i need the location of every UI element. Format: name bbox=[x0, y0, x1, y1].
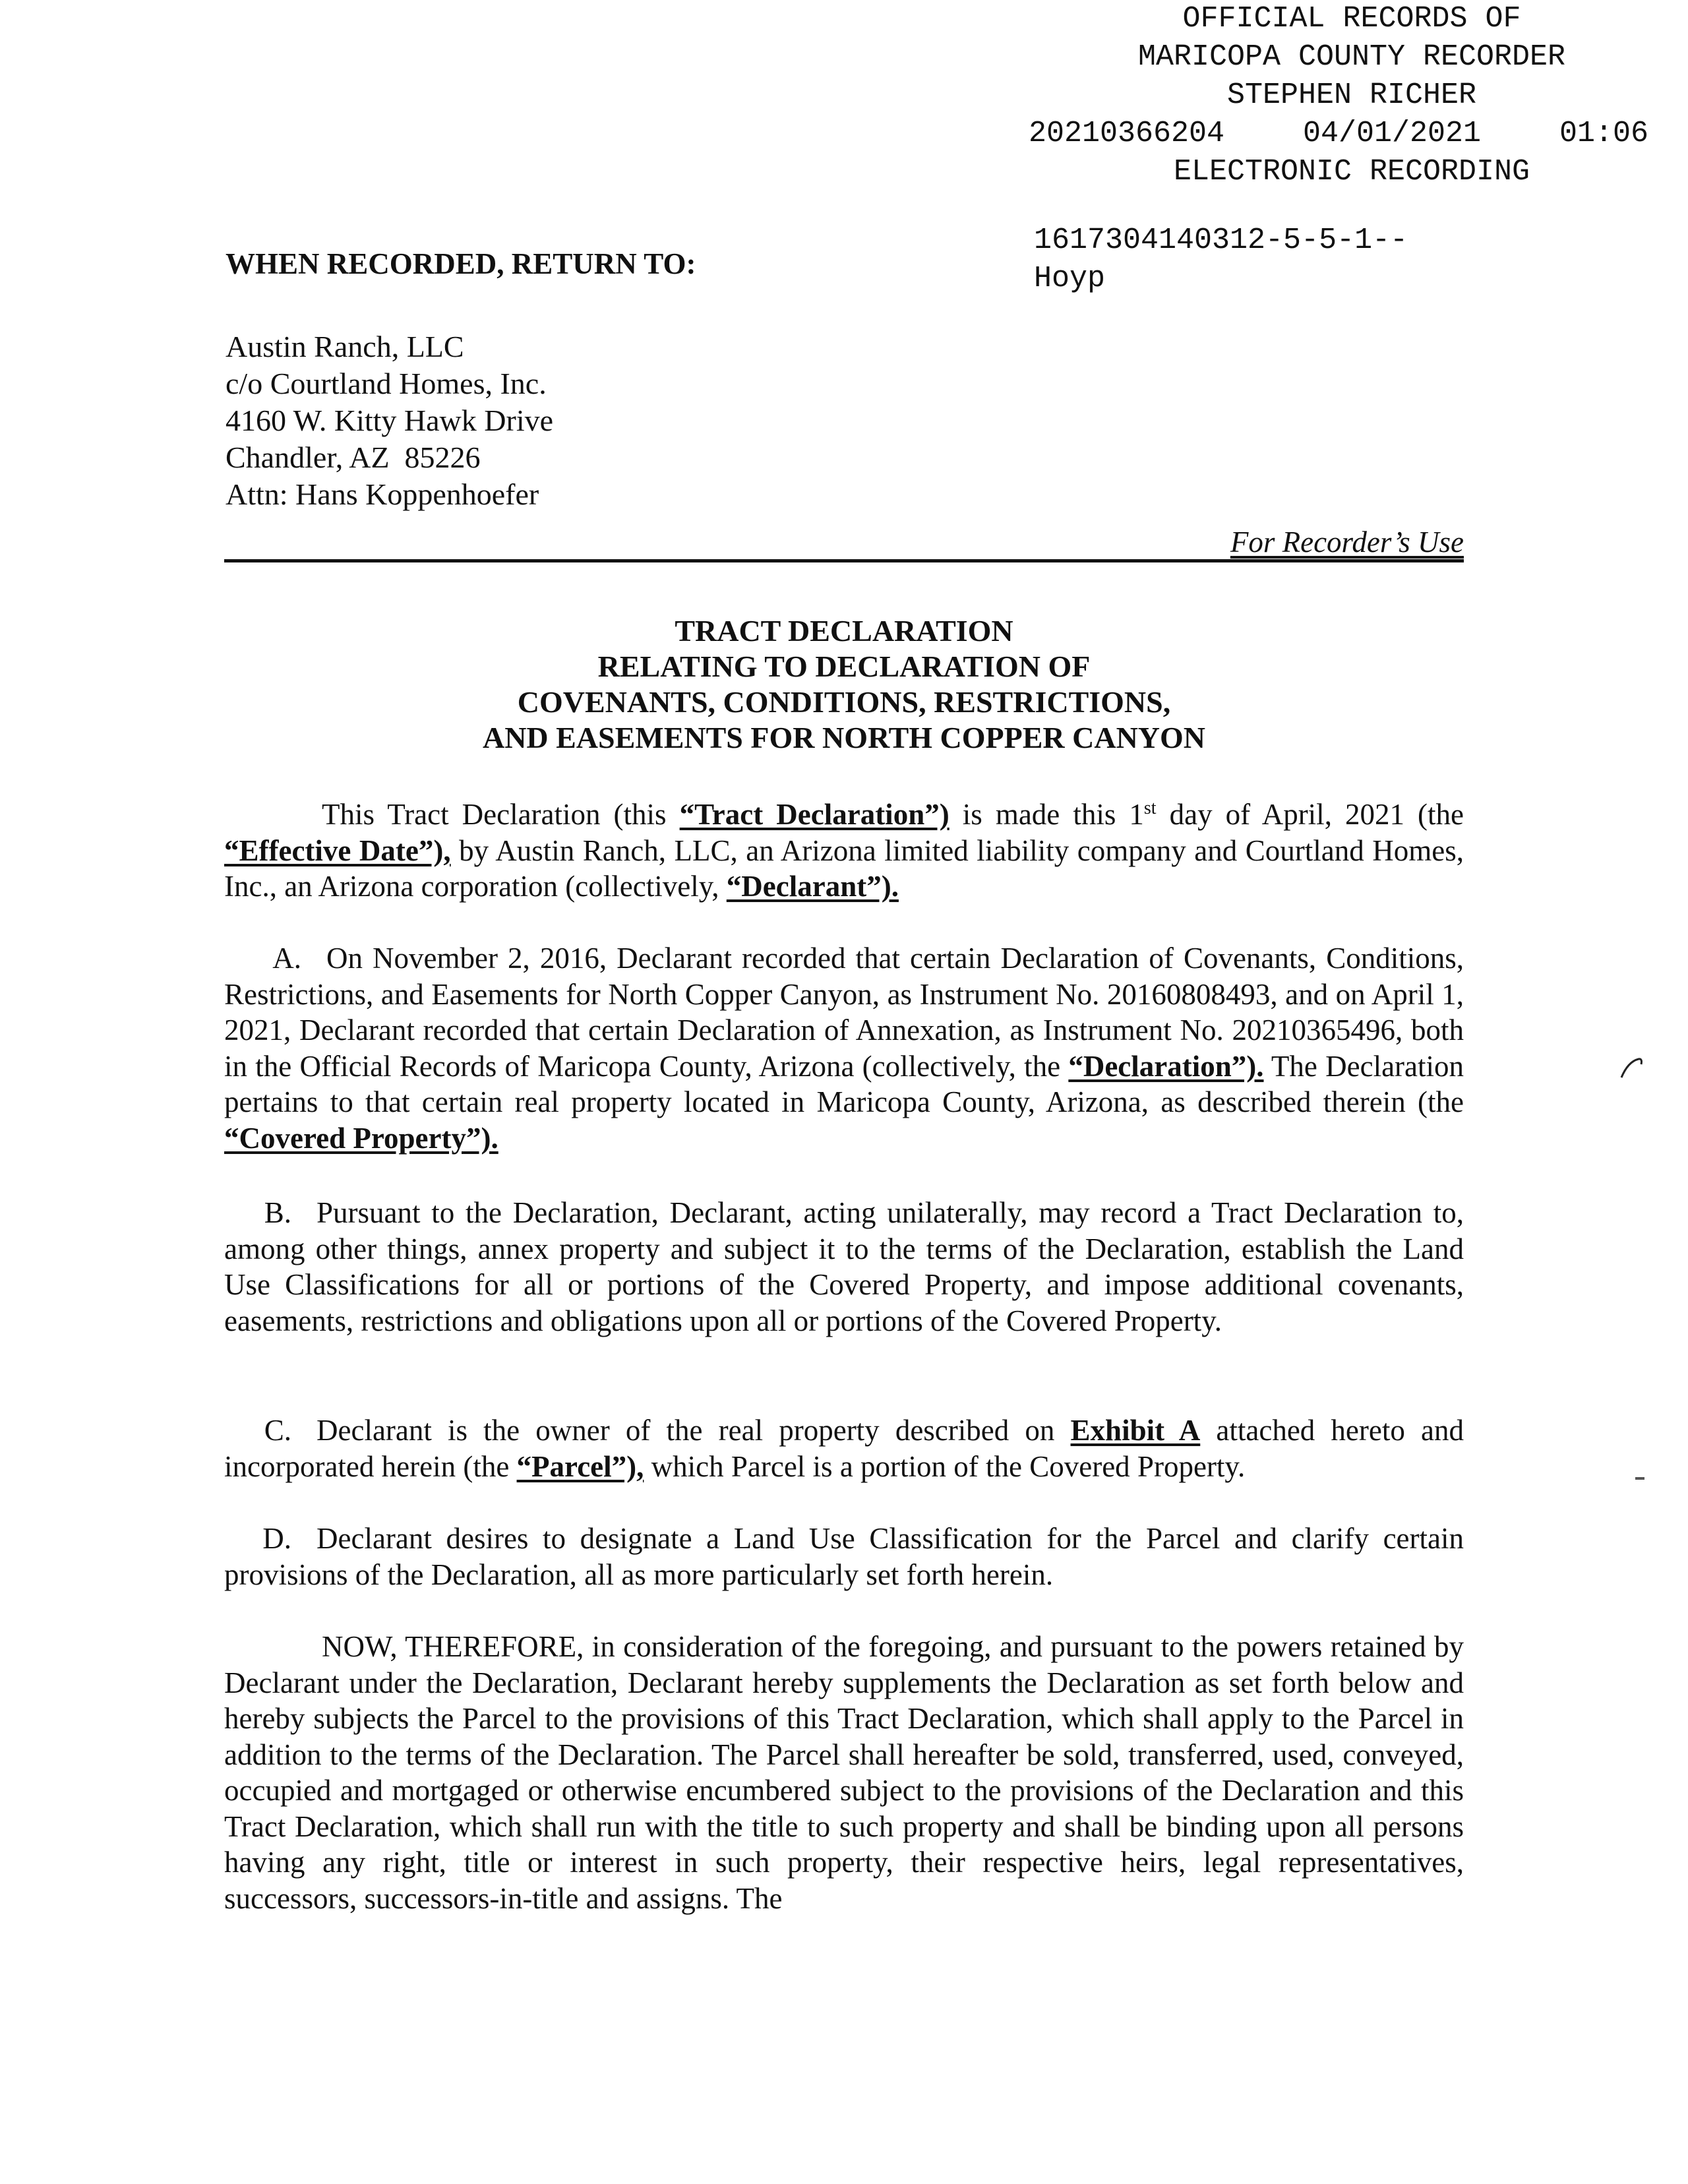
defined-term-parcel: “Parcel”), bbox=[516, 1449, 644, 1483]
title-line: AND EASEMENTS FOR NORTH COPPER CANYON bbox=[482, 721, 1206, 754]
recital-label: D. bbox=[262, 1522, 291, 1555]
address-line: 4160 W. Kitty Hawk Drive bbox=[226, 404, 554, 437]
recording-date: 04/01/2021 bbox=[1302, 117, 1482, 150]
recital-text: The Declaration pertains to that certain real property located in Maricopa County, Arizona, as described therein (the bbox=[224, 1049, 1464, 1118]
recital-label: B. bbox=[264, 1196, 291, 1229]
title-line: COVENANTS, CONDITIONS, RESTRICTIONS, bbox=[517, 685, 1171, 719]
scan-mark bbox=[1619, 1055, 1645, 1081]
intro-text: day of April, 2021 (the bbox=[1156, 798, 1464, 831]
document-title bbox=[224, 613, 1464, 756]
return-to-label: WHEN RECORDED, RETURN TO: bbox=[226, 247, 696, 280]
title-line: RELATING TO DECLARATION OF bbox=[597, 650, 1091, 683]
recital-text: Pursuant to the Declaration, Declarant, acting unilaterally, may record a Tract Declaration to, among other things, annex property and subject it to the terms of the Declaration, establish the Land Use Classifications for all or portions of the Covered Property, and impose additional covenants, easements, restrictions and obligations upon all or portions of the Covered Property. bbox=[224, 1196, 1464, 1337]
defined-term-covered-property: “Covered Property”). bbox=[224, 1121, 498, 1155]
intro-text: This Tract Declaration (this bbox=[322, 798, 680, 831]
address-line: Austin Ranch, LLC bbox=[226, 330, 464, 363]
return-address bbox=[226, 328, 553, 513]
recital-text: attached hereto and incorporated herein (the bbox=[224, 1414, 1464, 1483]
defined-term-declarant: “Declarant”). bbox=[726, 870, 899, 903]
recital-text: Declarant desires to designate a Land Use Classification for the Parcel and clarify certain provisions of the Declaration, all as more particularly set forth herein. bbox=[224, 1522, 1464, 1591]
address-line: c/o Courtland Homes, Inc. bbox=[226, 367, 547, 400]
stamp-operator: Hoyp bbox=[1034, 262, 1106, 295]
header-divider bbox=[224, 559, 1464, 562]
stamp-line-5: ELECTRONIC RECORDING bbox=[1173, 155, 1530, 189]
stamp-line-1: OFFICIAL RECORDS OF bbox=[1182, 2, 1521, 36]
intro-paragraph bbox=[224, 797, 1464, 905]
exhibit-reference: Exhibit A bbox=[1070, 1414, 1201, 1447]
stamp-line-4 bbox=[1029, 115, 1648, 153]
stamp-line-3: STEPHEN RICHER bbox=[1226, 78, 1477, 112]
recital-text: Declarant is the owner of the real property described on bbox=[316, 1414, 1071, 1447]
recital-text: On November 2, 2016, Declarant recorded that certain Declaration of Covenants, Conditions, Restrictions, and Easements for North Copper Canyon, as Instrument No. 20160808493, and on April 1, 2021, Declarant recorded that certain Declaration of Annexation, as Instrument No. 20210365496, both in the Official Records of Maricopa County, Arizona (collectively, the bbox=[224, 942, 1464, 1083]
address-line: Chandler, AZ 85226 bbox=[226, 440, 481, 474]
address-line: Attn: Hans Koppenhoefer bbox=[226, 477, 539, 511]
recital-label: A. bbox=[272, 942, 301, 975]
now-therefore-paragraph: NOW, THEREFORE, in consideration of the foregoing, and pursuant to the powers retained by Declarant under the Declaration, Declarant hereby supplements the Declaration as set forth below and hereby subjects the Parcel to the provisions of this Tract Declaration, which shall apply to the Parcel in addition to the terms of the Declaration. The Parcel shall hereafter be sold, transferred, used, conveyed, occupied and mortgaged or otherwise encumbered subject to the provisions of the Declaration and this Tract Declaration, which shall run with the title to such property and shall be binding upon all persons having any right, title or interest in such property, their respective heirs, legal representatives, successors, successors-in-title and assigns. The bbox=[224, 1630, 1464, 1915]
ordinal-suffix: st bbox=[1143, 798, 1157, 818]
recital-b bbox=[224, 1195, 1464, 1339]
scan-mark bbox=[1635, 1477, 1644, 1480]
stamp-doc-id bbox=[1034, 222, 1408, 298]
stamp-doc-number: 1617304140312-5-5-1-- bbox=[1034, 224, 1408, 257]
recorder-use-label: For Recorder’s Use bbox=[1230, 526, 1464, 559]
recital-a bbox=[224, 940, 1464, 1156]
stamp-line-2: MARICOPA COUNTY RECORDER bbox=[1137, 40, 1566, 74]
intro-text: by Austin Ranch, LLC, an Arizona limited liability company and Courtland Homes, Inc., an Arizona corporation (collectively, bbox=[224, 834, 1464, 903]
recital-text: which Parcel is a portion of the Covered Property. bbox=[644, 1449, 1246, 1483]
recital-c bbox=[224, 1412, 1464, 1484]
recording-time: 01:06 bbox=[1559, 117, 1648, 150]
intro-text: is made this 1 bbox=[949, 798, 1144, 831]
defined-term-declaration: “Declaration”). bbox=[1068, 1049, 1264, 1083]
instrument-number: 20210366204 bbox=[1029, 117, 1225, 150]
recital-d bbox=[224, 1521, 1464, 1592]
defined-term-effective-date: “Effective Date”), bbox=[224, 834, 451, 867]
recital-label: C. bbox=[264, 1414, 291, 1447]
title-line: TRACT DECLARATION bbox=[675, 614, 1013, 648]
defined-term-tract-declaration: “Tract Declaration”) bbox=[679, 798, 950, 831]
recorder-stamp bbox=[1029, 0, 1675, 191]
